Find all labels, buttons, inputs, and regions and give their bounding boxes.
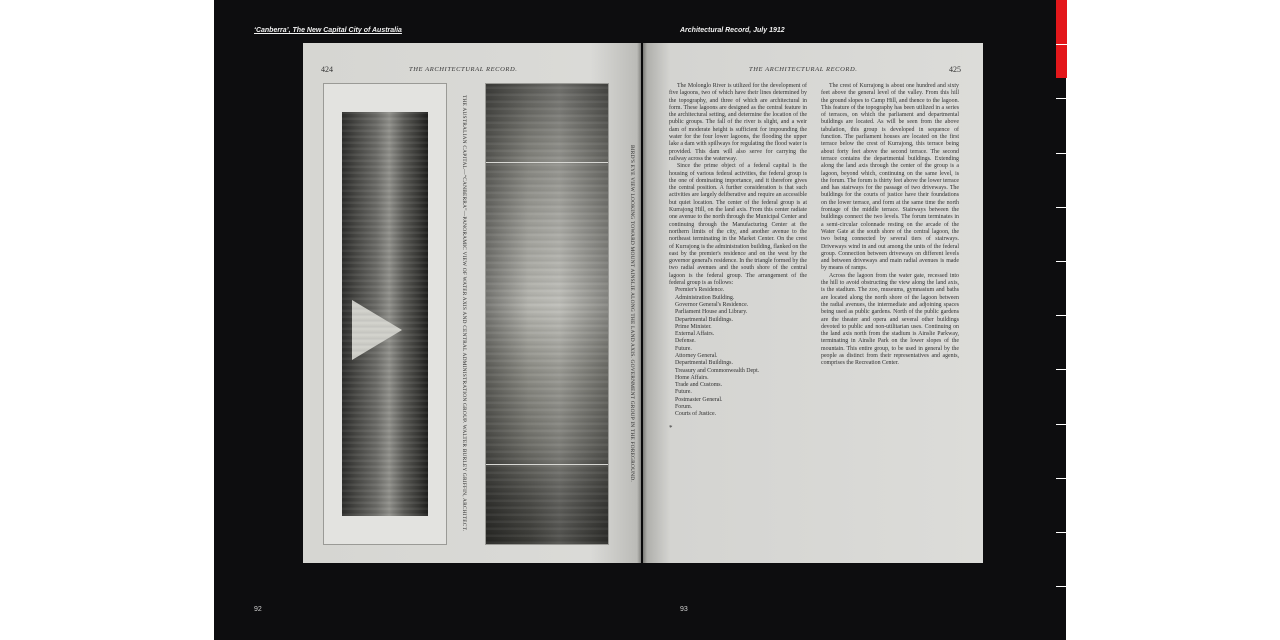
spread-header-left[interactable]: ‘Canberra’, The New Capital City of Australia xyxy=(254,27,402,34)
panorama-photo-2 xyxy=(486,84,608,544)
list-item: Departmental Buildings. xyxy=(675,360,733,367)
book-gutter-shadow xyxy=(637,43,647,563)
spread-header-right: Architectural Record, July 1912 xyxy=(680,27,785,34)
panel-divider xyxy=(486,464,608,465)
scroll-tick xyxy=(1056,261,1067,262)
scroll-tick xyxy=(1056,532,1067,533)
paragraph: Since the prime object of a federal capital is the housing of various federal activities, the federal group is the one of dominating importance, and it therefore gives the central position. A further consideration is that such activities are largely deliberative and require an accessible but quiet location. The center of the federal group is at Kurrajong Hill, on the land axis. From this center radiate one avenue to the north through the Municipal Center and continuing through the Manufacturing Center at the northern limits of the city, and another avenue to the northeast terminating in the Market Center. On the crest of Kurrajong is the administration building, flanked on the east by the premier's residence and on the west by the governor general's residence. In the triangle formed by the two radial avenues and the south shore of the central lagoon is the federal group. The arrangement of the federal group is as follows: xyxy=(669,163,807,287)
list-item: Home Affairs. xyxy=(675,374,709,381)
publication-spread xyxy=(214,0,1066,640)
folio-right: 93 xyxy=(680,606,688,613)
right-running-head: THE ARCHITECTURAL RECORD. xyxy=(749,66,858,73)
paragraph: The crest of Kurrajong is about one hundred and sixty feet above the general level of the valley. From this hill the ground slopes to Camp Hill, and thence to the lagoon. This feature of the topography has been utilized in a series of terraces, on which the parliament and departmental buildings are located. As will be seen from the above tabulation, this group is developed in sequence of function. The parliament houses are located on the first terrace below the crest of Kurrajong, this terrace being about forty feet above the second terrace. The second terrace contains the departmental buildings. Extending along the land axis through the center of the group is a lagoon, beyond which, continuing on the same level, is the forum. The forum is thirty feet above the lower terrace and has stairways for the passage of two driveways. The buildings for the courts of justice have their foundations on the lower terrace, and form at the same time the north frontage of the middle terrace. Stairways between the buildings connect the two levels. The forum terminates in a semi-circular colonnade resting on the arcade of the Water Gate at the south shore of the central lagoon, the two being connected by several tiers of stairways. Driveways wind in and out among the units of the federal group. Connection between driveways on different levels and between driveways and main radial avenues is made by means of ramps. xyxy=(821,83,959,272)
folio-left: 92 xyxy=(254,606,262,613)
federal-group-list xyxy=(669,287,807,418)
list-item: Defense. xyxy=(675,338,696,345)
scroll-tick xyxy=(1056,44,1067,45)
scroll-tick xyxy=(1056,207,1067,208)
list-item: Trade and Customs. xyxy=(675,382,723,389)
scroll-position-indicator[interactable] xyxy=(1056,0,1067,78)
list-item: External Affairs. xyxy=(675,331,715,338)
scroll-tick xyxy=(1056,315,1067,316)
mount-silhouette xyxy=(352,300,402,360)
list-item: Treasury and Commonwealth Dept. xyxy=(675,367,760,374)
panorama-photo-1 xyxy=(342,112,428,516)
scroll-tick xyxy=(1056,98,1067,99)
scroll-tick xyxy=(1056,424,1067,425)
list-item: Courts of Justice. xyxy=(675,411,717,418)
right-page-number: 425 xyxy=(949,65,961,74)
paragraph: Across the lagoon from the water gate, recessed into the hill to avoid obstructing the view along the land axis, is the stadium. The zoo, museums, gymnasium and baths are located along the north shore of the lagoon between the radial avenues, the intermediate and adjoining spaces being used as public gardens. North of the public gardens are the theater and opera and several other buildings devoted to public and non-utilitarian uses. Continuing on the land axis north from the stadium is Ainslie Parkway, terminating in Ainslie Park on the lower slopes of the mountain. This entire group, to be used in general by the people as distinct from their representatives and agents, comprises the Recreation Center. xyxy=(821,272,959,367)
list-item: Postmaster General. xyxy=(675,396,723,403)
list-item: Future. xyxy=(675,345,692,352)
book-photograph xyxy=(303,43,983,563)
book-right-page xyxy=(643,43,983,563)
panorama-caption-1: THE AUSTRALIAN CAPITAL—“CANBERRA”—PANORAMIC VIEW OF WATER AXIS AND CENTRAL ADMINISTRATION GROUP. WALTER BURLEY GRIFFIN, ARCHITECT. xyxy=(461,94,467,532)
panel-divider xyxy=(486,162,608,163)
book-left-page xyxy=(303,43,641,563)
scroll-tick xyxy=(1056,586,1067,587)
scroll-tick xyxy=(1056,478,1067,479)
list-item: Attorney General. xyxy=(675,352,718,359)
list-item: Departmental Buildings. xyxy=(675,316,733,323)
left-running-head: THE ARCHITECTURAL RECORD. xyxy=(409,66,518,73)
list-item: Future. xyxy=(675,389,692,396)
list-item: Premier's Residence. xyxy=(675,287,725,294)
list-item: Parliament House and Library. xyxy=(675,309,748,316)
scroll-tick xyxy=(1056,153,1067,154)
list-item: Governor General's Residence. xyxy=(675,301,749,308)
text-column-1 xyxy=(669,83,807,432)
text-column-2 xyxy=(821,83,959,368)
left-page-number: 424 xyxy=(321,65,333,74)
panorama-image-water-axis xyxy=(323,83,447,545)
scroll-tick xyxy=(1056,369,1067,370)
panorama-caption-2: BIRD'S EYE VIEW LOOKING TOWARD MOUNT AINSLIE ALONG THE LAND AXIS. GOVERNMENT GROUP IN THE FOREGROUND. xyxy=(629,144,635,482)
list-item: Forum. xyxy=(675,404,693,411)
list-item: Administration Building. xyxy=(675,294,735,301)
section-mark: * xyxy=(669,423,673,432)
panorama-image-land-axis xyxy=(485,83,609,545)
list-item: Prime Minister. xyxy=(675,323,712,330)
page-scroll-rail[interactable] xyxy=(1056,0,1067,640)
paragraph: The Molonglo River is utilized for the development of five lagoons, two of which have their lines determined by the topography, and three of which are architectural in form. These lagoons are designed as the central feature in the architectural setting, and determine the location of the public groups. The fall of the river is slight, and a weir dam of moderate height is sufficient for impounding the water for the four lower lagoons, the flooding the upper lake a dam with spillways for regulating the flood water is provided. This dam will also serve for carrying the railway across the waterway. xyxy=(669,83,807,162)
